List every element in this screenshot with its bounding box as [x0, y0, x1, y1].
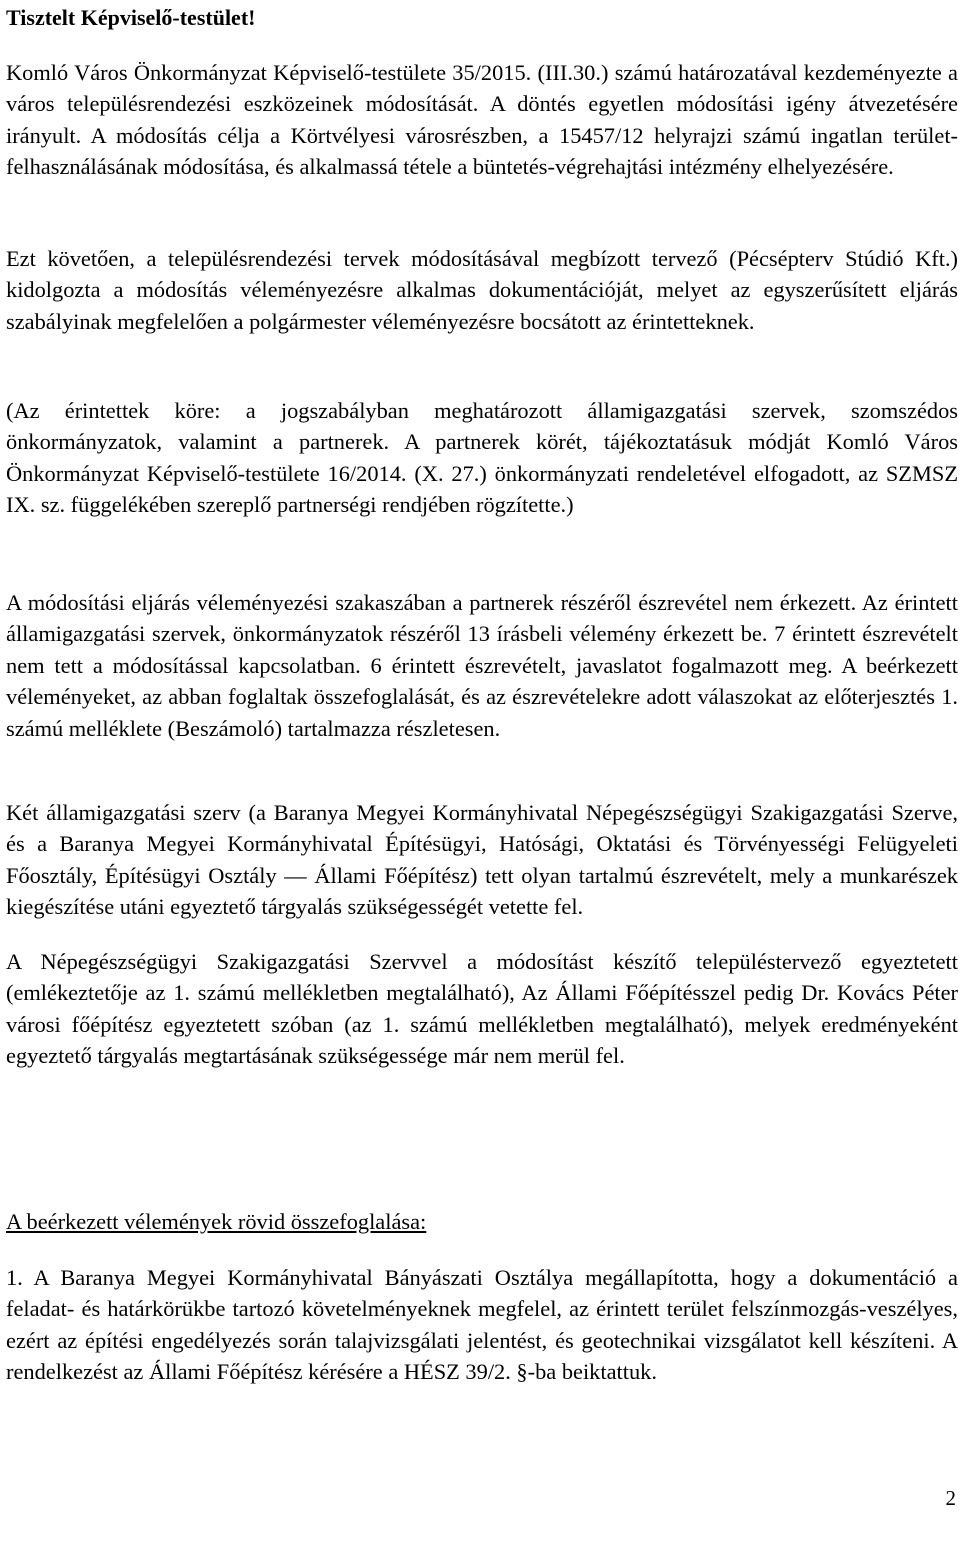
paragraph-agreement: A Népegészségügyi Szakigazgatási Szervvel a módosítást készítő településtervező egyeztetett (emlékeztetője az 1. számú mellékletben megtalálható), Az Állami Főépítésszel pedig Dr. Kovács Péter városi főépítész egyeztetett szóban (az 1. számú mellékletben megtalálható), melyek eredményeként egyeztető tárgyalás megtartásának szükségessége már nem merül fel.: [6, 949, 958, 1069]
paragraph-two-authorities: Két államigazgatási szerv (a Baranya Megyei Kormányhivatal Népegészségügyi Szakigazgatási Szerve, és a Baranya Megyei Kormányhivatal Építésügyi, Hatósági, Oktatási és Törvényességi Felügyeleti Főosztály, Építésügyi Osztály — Állami Főépítész) tett olyan tartalmú észrevételt, mely a munkarészek kiegészítése utáni egyeztető tárgyalás szükségességét vetette fel.: [6, 800, 958, 920]
summary-item: 1. A Baranya Megyei Kormányhivatal Bányászati Osztálya megállapította, hogy a dokumentáció a feladat- és határkörükbe tartozó követelményeknek megfelel, az érintett terület felszínmozgás-veszélyes, ezért az építési engedélyezés során talajvizsgálati jelentést, és geotechnikai vizsgálatot kell készíteni. A rendelkezést az Állami Főépítész kérésére a HÉSZ 39/2. §-ba beiktattuk.: [6, 1265, 958, 1385]
paragraph-consultation-results: A módosítási eljárás véleményezési szakaszában a partnerek részéről észrevétel nem érkezett. Az érintett államigazgatási szervek, önkormányzatok részéről 13 írásbeli vélemény érkezett be. 7 érintett észrevételt nem tett a módosítással kapcsolatban. 6 érintett észrevételt, javaslatot fogalmazott meg. A beérkezett véleményeket, az abban foglaltak összefoglalását, és az észrevételekre adott válaszokat az előterjesztés 1. számú melléklete (Beszámoló) tartalmazza részletesen.: [6, 590, 958, 741]
summary-heading: A beérkezett vélemények rövid összefoglalása:: [6, 1209, 427, 1234]
paragraph-designer: Ezt követően, a településrendezési tervek módosításával megbízott tervező (Pécsépterv Stúdió Kft.) kidolgozta a módosítás véleményezésre alkalmas dokumentációját, melyet az egyszerűsített eljárás szabályinak megfelelően a polgármester véleményezésre bocsátott az érintetteknek.: [6, 246, 958, 334]
salutation: Tisztelt Képviselő-testület!: [6, 5, 256, 30]
paragraph-intro: Komló Város Önkormányzat Képviselő-testülete 35/2015. (III.30.) számú határozatával kezdeményezte a város településrendezési eszközeinek módosítását. A döntés egyetlen módosítási igény átvezetésére irányult. A módosítás célja a Körtvélyesi városrészben, a 15457/12 helyrajzi számú ingatlan terület-felhasználásának módosítása, és alkalmassá tétele a büntetés-végrehajtási intézmény elhelyezésére.: [6, 60, 958, 180]
paragraph-affected-parties: (Az érintettek köre: a jogszabályban meghatározott államigazgatási szervek, szomszédos önkormányzatok, valamint a partnerek. A partnerek körét, tájékoztatásuk módját Komló Város Önkormányzat Képviselő-testülete 16/2014. (X. 27.) önkormányzati rendeletével elfogadott, az SZMSZ IX. sz. függelékében szereplő partnerségi rendjében rögzítette.): [6, 398, 958, 518]
page-number: 2: [945, 1486, 956, 1510]
